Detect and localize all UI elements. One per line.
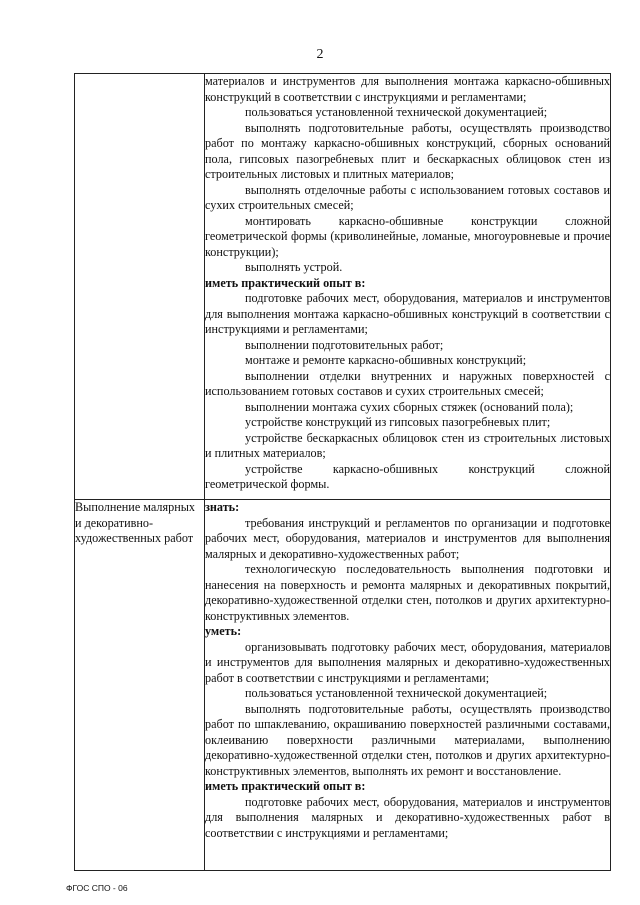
section-heading: уметь:	[205, 624, 242, 638]
requirement-paragraph: выполнять устрой.	[245, 260, 343, 274]
activity-label-cell	[75, 74, 205, 500]
requirement-paragraph: материалов и инструментов для выполнения монтажа каркасно-обшивных конструкций в соответствии с инструкциями и регламентами;	[205, 74, 610, 104]
requirement-paragraph: пользоваться установленной технической документацией;	[245, 686, 548, 700]
requirement-paragraph: выполнять отделочные работы с использованием готовых составов и сухих строительных смесей;	[205, 182, 610, 212]
requirement-paragraph: выполнении отделки внутренних и наружных поверхностей с использованием готовых составов и сухих строительных смесей;	[205, 368, 610, 398]
table-row	[75, 500, 611, 871]
requirement-paragraph: организовывать подготовку рабочих мест, оборудования, материалов и инструментов для выполнения малярных и декоративно-художественных работ в соответствии с инструкциями и регламентами;	[205, 639, 610, 685]
requirement-paragraph: устройстве каркасно-обшивных конструкций сложной геометрической формы.	[205, 461, 610, 491]
activity-label: Выполнение малярных и декоративно-художественных работ	[75, 500, 196, 545]
requirements-text	[205, 500, 610, 841]
requirement-paragraph: устройстве конструкций из гипсовых пазогребневых плит;	[245, 415, 551, 429]
activity-label-cell	[75, 500, 205, 871]
footer-code: ФГОС СПО - 06	[66, 883, 128, 893]
page-number: 2	[316, 47, 324, 62]
requirements-text	[205, 74, 610, 493]
requirement-paragraph: подготовке рабочих мест, оборудования, материалов и инструментов для выполнения малярных и декоративно-художественных работ в соответствии с инструкциями и регламентами;	[205, 794, 610, 840]
requirements-cell	[205, 500, 611, 871]
table-row	[75, 74, 611, 500]
requirement-paragraph: выполнять подготовительные работы, осуществлять производство работ по шпаклеванию, окрашиванию поверхностей различными составами, оклеиванию поверхности различными материалами, выполнению декоративно-художественной отделки стен, потолков и других архитектурно-конструктивных элементов, выполнять их ремонт и восстановление.	[205, 701, 610, 778]
requirement-paragraph: выполнять подготовительные работы, осуществлять производство работ по монтажу каркасно-обшивных конструкций, сборных оснований пола, гипсовых пазогребневых плит и бескаркасных облицовок стен из строительных листовых и плитных материалов;	[205, 120, 610, 181]
section-heading: иметь практический опыт в:	[205, 275, 366, 290]
requirement-paragraph: технологическую последовательность выполнения подготовки и нанесения на поверхность и ремонта малярных и декоративных покрытий, декоративно-художественной отделки стен, потолков и других архитектурно-конструктивных элементов.	[205, 562, 610, 623]
section-heading: иметь практический опыт в:	[205, 779, 366, 793]
requirement-paragraph: пользоваться установленной технической документацией;	[245, 105, 548, 119]
requirement-paragraph: устройстве бескаркасных облицовок стен из строительных листовых и плитных материалов;	[205, 430, 610, 460]
requirement-paragraph: подготовке рабочих мест, оборудования, материалов и инструментов для выполнения монтажа каркасно-обшивных конструкций в соответствии с инструкциями и регламентами;	[205, 291, 610, 336]
requirement-paragraph: выполнении подготовительных работ;	[245, 337, 444, 352]
requirement-paragraph: монтировать каркасно-обшивные конструкции сложной геометрической формы (криволинейные, ломаные, многоуровневые и прочие конструкции);	[205, 213, 610, 259]
competency-table	[74, 73, 611, 871]
section-heading: знать:	[205, 500, 240, 514]
requirement-paragraph: требования инструкций и регламентов по организации и подготовке рабочих мест, оборудования, материалов и инструментов для выполнения малярных и декоративно-художественных работ;	[205, 515, 610, 561]
requirement-paragraph: выполнении монтажа сухих сборных стяжек (оснований пола);	[245, 399, 574, 414]
requirement-paragraph: монтаже и ремонте каркасно-обшивных конструкций;	[245, 353, 527, 367]
requirements-cell	[205, 74, 611, 500]
